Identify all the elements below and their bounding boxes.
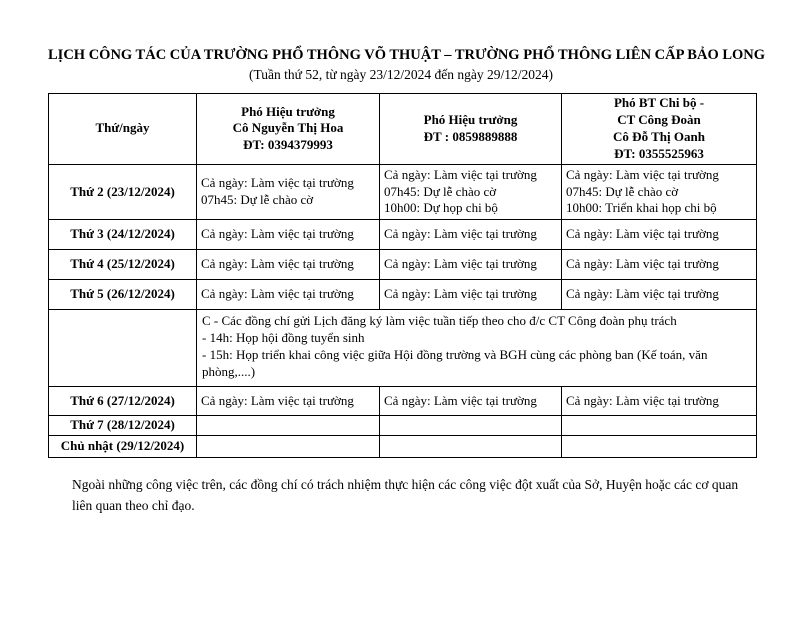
schedule-cell: [197, 220, 380, 250]
schedule-cell: [562, 164, 757, 220]
schedule-line: Cả ngày: Làm việc tại trường: [201, 175, 354, 191]
header-line: Cô Nguyễn Thị Hoa: [232, 120, 344, 136]
day-cell: Thứ 5 (26/12/2024): [49, 280, 197, 310]
schedule-line: Cả ngày: Làm việc tại trường: [201, 286, 354, 302]
schedule-cell: [562, 220, 757, 250]
schedule-cell: [380, 387, 562, 416]
document-title: LỊCH CÔNG TÁC CỦA TRƯỜNG PHỔ THÔNG VÕ THUẬT – TRƯỜNG PHỔ THÔNG LIÊN CẤP BẢO LONG: [48, 47, 766, 63]
schedule-line: Cả ngày: Làm việc tại trường: [566, 256, 719, 272]
table-row: [49, 310, 757, 387]
schedule-cell: [197, 436, 380, 458]
table-row: [49, 250, 757, 280]
schedule-line: Cả ngày: Làm việc tại trường: [566, 392, 719, 408]
work-schedule-table: [48, 93, 757, 458]
day-cell: Thứ 4 (25/12/2024): [49, 250, 197, 280]
header-line: Cô Đỗ Thị Oanh: [613, 128, 705, 144]
schedule-cell: [562, 387, 757, 416]
schedule-cell: [562, 250, 757, 280]
header-line: Thứ/ngày: [95, 120, 150, 136]
schedule-line: Cả ngày: Làm việc tại trường: [566, 286, 719, 302]
table-row: [49, 220, 757, 250]
schedule-line: Cả ngày: Làm việc tại trường: [566, 226, 719, 242]
header-line: Phó BT Chi bộ -: [613, 95, 705, 111]
header-cell: [49, 94, 197, 165]
day-cell: [49, 310, 197, 387]
schedule-line: 07h45: Dự lễ chào cờ: [566, 183, 679, 199]
schedule-cell: [380, 220, 562, 250]
note-line: - 15h: Họp triển khai công việc giữa Hội đồng trường và BGH cùng các phòng ban (Kế toán, văn phòng,....): [202, 347, 708, 380]
schedule-line: Cả ngày: Làm việc tại trường: [566, 166, 719, 182]
schedule-line: Cả ngày: Làm việc tại trường: [384, 286, 537, 302]
schedule-line: Cả ngày: Làm việc tại trường: [384, 392, 537, 408]
header-cell: [380, 94, 562, 165]
schedule-cell: [197, 416, 380, 436]
schedule-cell: [380, 416, 562, 436]
header-cell: [197, 94, 380, 165]
schedule-cell: [562, 436, 757, 458]
document-subtitle: (Tuần thứ 52, từ ngày 23/12/2024 đến ngày 29/12/2024): [249, 67, 553, 83]
header-line: Phó Hiệu trưởng: [423, 112, 518, 128]
schedule-cell: [380, 164, 562, 220]
schedule-line: Cả ngày: Làm việc tại trường: [384, 166, 537, 182]
header-cell: [562, 94, 757, 165]
schedule-cell: [562, 416, 757, 436]
schedule-line: Cả ngày: Làm việc tại trường: [384, 226, 537, 242]
schedule-cell: [197, 250, 380, 280]
schedule-table-body: [49, 164, 757, 458]
note-line: C - Các đồng chí gửi Lịch đăng ký làm việc tuần tiếp theo cho đ/c CT Công đoàn phụ trách: [202, 313, 677, 329]
schedule-cell: [380, 280, 562, 310]
table-row: [49, 280, 757, 310]
schedule-line: Cả ngày: Làm việc tại trường: [384, 256, 537, 272]
header-line: Phó Hiệu trưởng: [241, 103, 335, 119]
schedule-table-header: [49, 94, 757, 165]
day-cell: Thứ 3 (24/12/2024): [49, 220, 197, 250]
note-cell: [197, 310, 757, 387]
header-row: [49, 94, 757, 165]
schedule-line: 07h45: Dự lễ chào cờ: [201, 192, 314, 208]
note-line: - 14h: Họp hội đồng tuyển sinh: [202, 330, 365, 346]
schedule-line: Cả ngày: Làm việc tại trường: [201, 226, 354, 242]
day-cell: Thứ 6 (27/12/2024): [49, 387, 197, 416]
schedule-cell: [562, 280, 757, 310]
schedule-line: 07h45: Dự lễ chào cờ: [384, 183, 497, 199]
schedule-line: Cả ngày: Làm việc tại trường: [201, 256, 354, 272]
day-cell: Thứ 2 (23/12/2024): [49, 164, 197, 220]
day-cell: Thứ 7 (28/12/2024): [49, 416, 197, 436]
day-cell: Chủ nhật (29/12/2024): [49, 436, 197, 458]
header-line: ĐT: 0355525963: [614, 145, 704, 161]
schedule-line: 10h00: Dự họp chi bộ: [384, 200, 498, 216]
table-row: [49, 436, 757, 458]
footer-note: Ngoài những công việc trên, các đồng chí có trách nhiệm thực hiện các công việc đột xuất của Sở, Huyện hoặc các cơ quan liên quan theo chỉ đạo.: [72, 477, 739, 514]
header-line: CT Công Đoàn: [617, 112, 701, 128]
schedule-cell: [197, 164, 380, 220]
table-row: [49, 164, 757, 220]
table-row: [49, 416, 757, 436]
schedule-cell: [380, 436, 562, 458]
schedule-line: Cả ngày: Làm việc tại trường: [201, 392, 354, 408]
table-row: [49, 387, 757, 416]
schedule-cell: [380, 250, 562, 280]
schedule-cell: [197, 387, 380, 416]
header-line: ĐT : 0859889888: [423, 128, 518, 144]
header-line: ĐT: 0394379993: [243, 137, 333, 153]
schedule-line: 10h00: Triển khai họp chi bộ: [566, 200, 717, 216]
schedule-cell: [197, 280, 380, 310]
